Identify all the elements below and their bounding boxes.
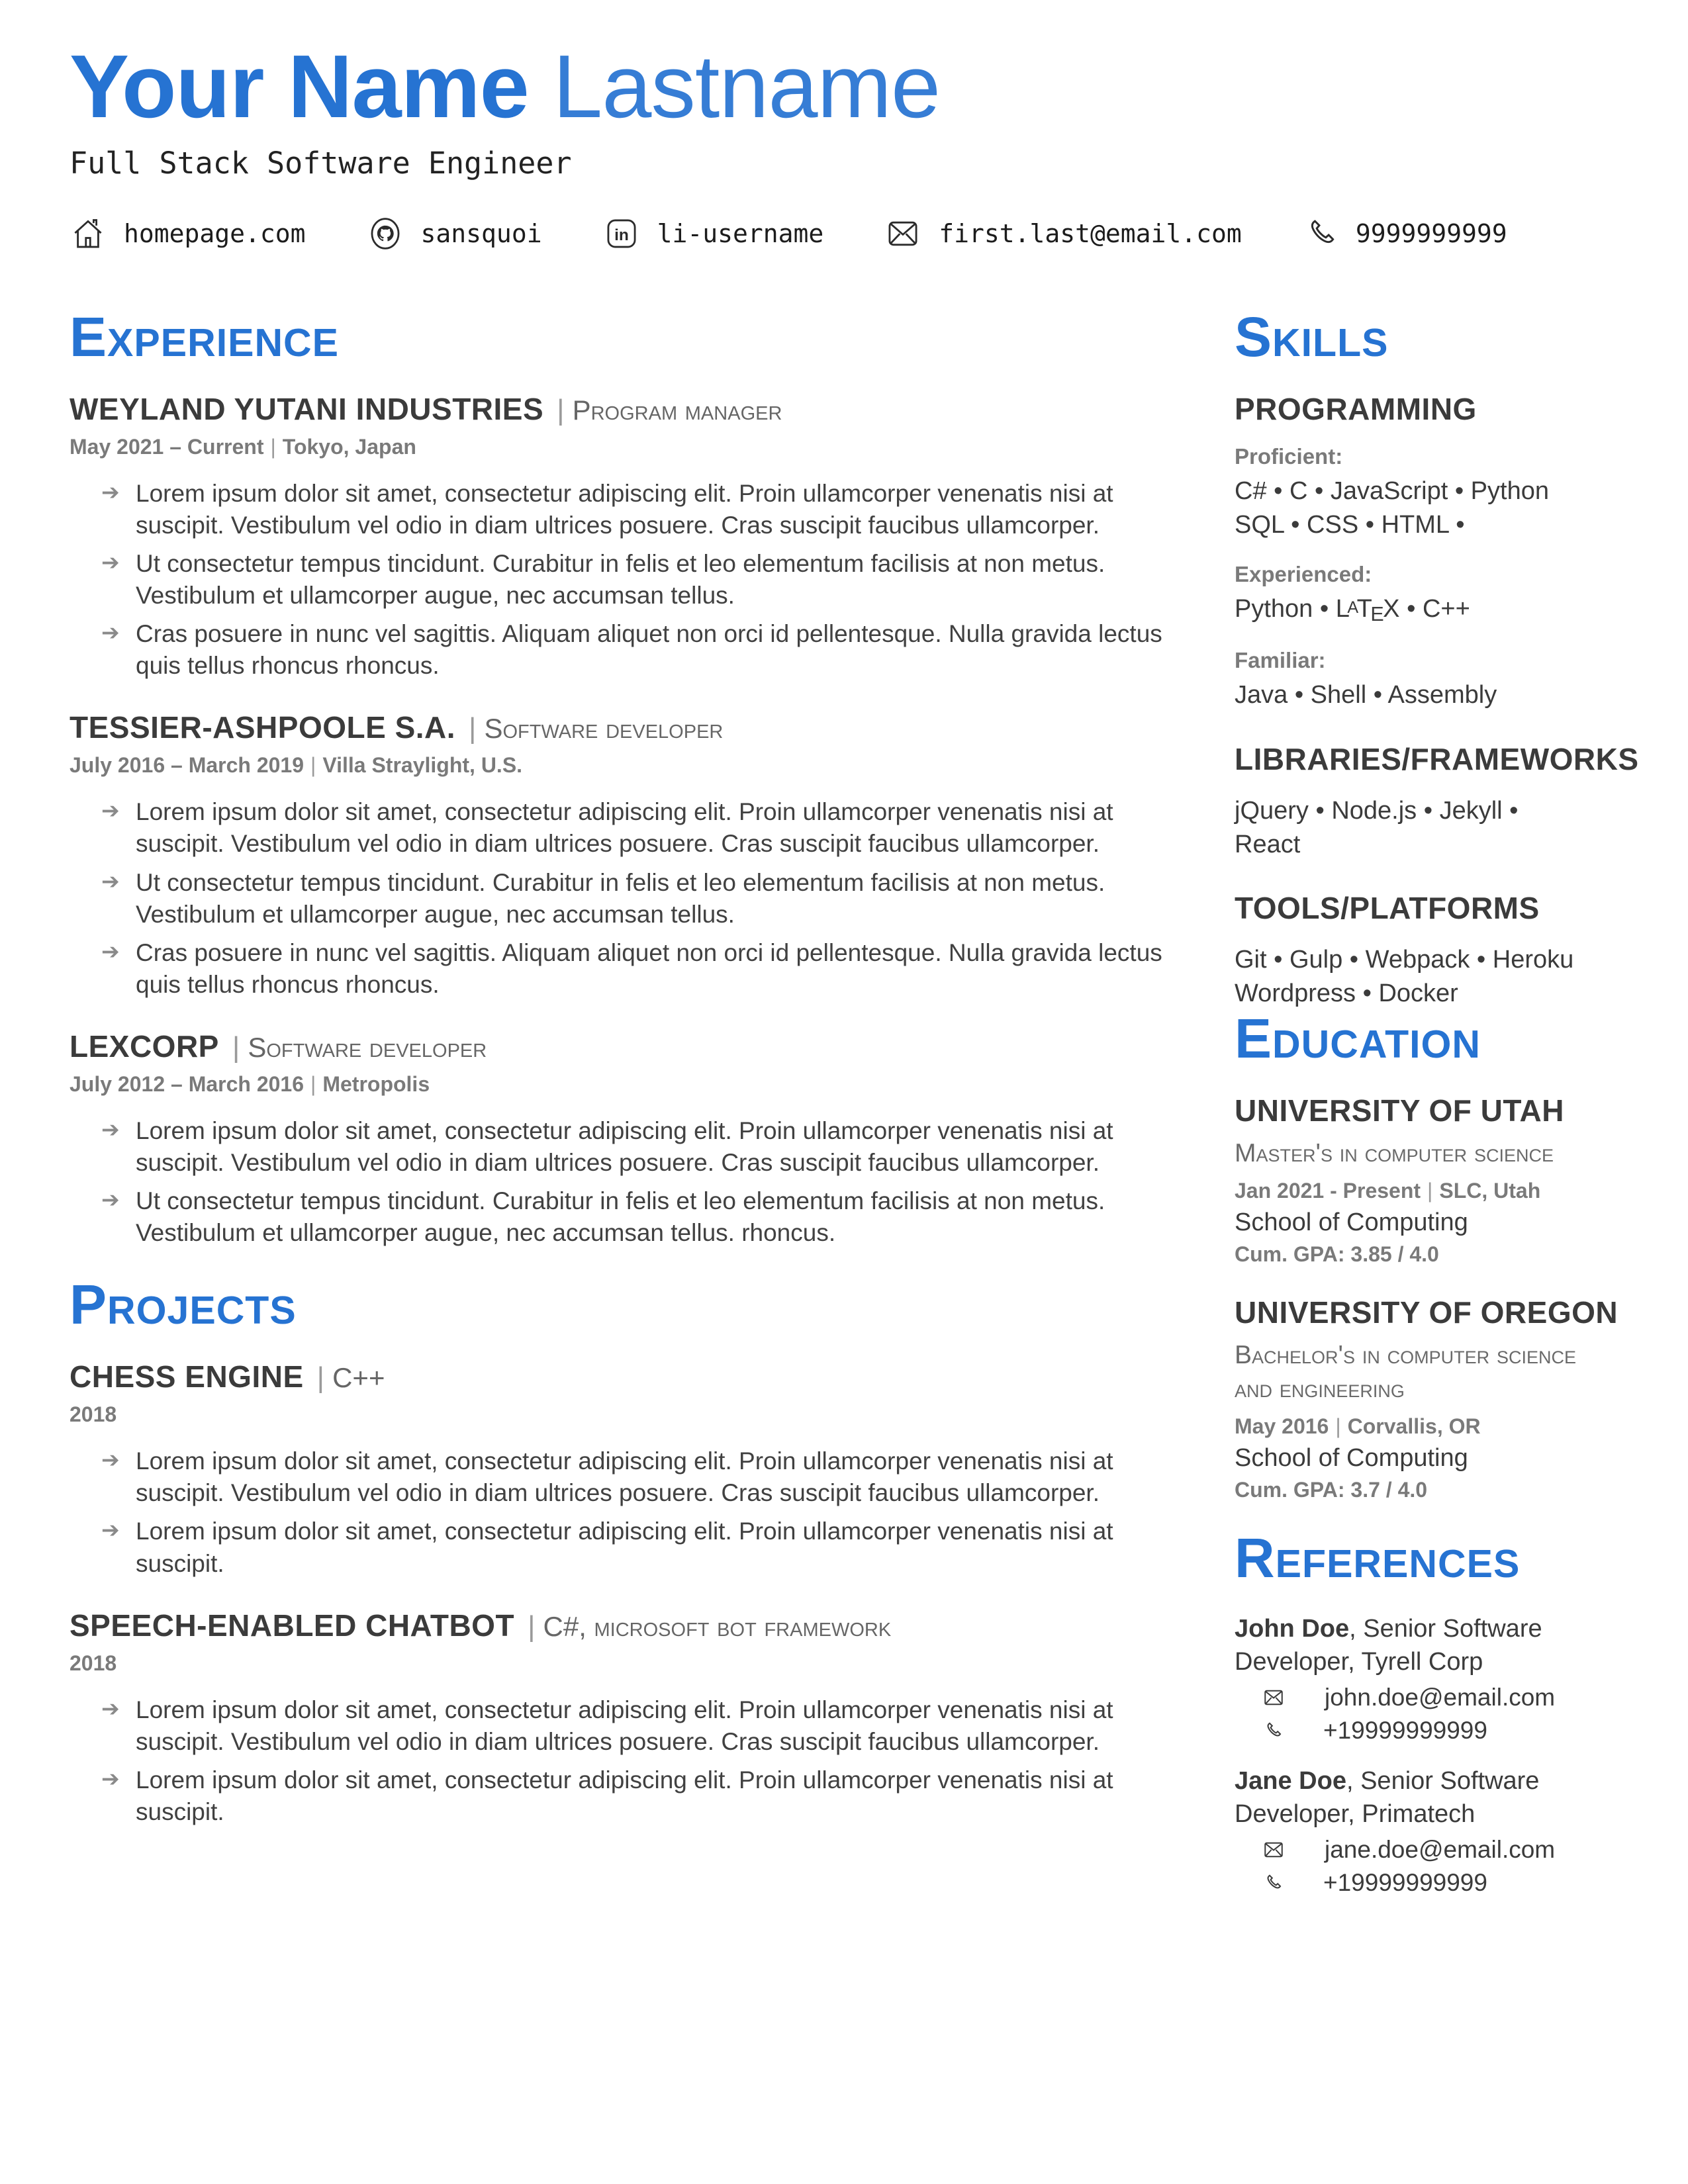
entry-meta (70, 1072, 1165, 1097)
contact-github[interactable] (367, 215, 542, 252)
separator: | (528, 1610, 536, 1643)
arrow-bullet-icon: ➔ (101, 1116, 120, 1142)
bullet-item (101, 1516, 1165, 1579)
project-tech: c#, microsoft bot framework (543, 1610, 892, 1642)
arrow-bullet-icon: ➔ (101, 619, 120, 646)
section-references (1235, 1526, 1618, 1897)
project-name: SPEECH-ENABLED CHATBOT (70, 1608, 515, 1643)
section-education (1235, 1007, 1618, 1502)
project-date: 2018 (70, 1402, 117, 1427)
gpa: Cum. GPA: 3.85 / 4.0 (1235, 1242, 1439, 1266)
education-location: Corvallis, OR (1347, 1414, 1481, 1438)
department: School of Computing (1235, 1443, 1468, 1472)
contact-text: li-username (657, 218, 824, 248)
bullet-text: Ut consectetur tempus tincidunt. Curabitur in felis et leo elementum facilisis at non metus. Vestibulum et ullamcorper augue, nec accumsan tellus. rhoncus. (136, 1187, 1105, 1247)
entry-dates: July 2012 – March 2016 (70, 1071, 305, 1096)
reference-detail: , Senior Software Developer, Primatech (1235, 1766, 1540, 1829)
bullet-item (101, 796, 1165, 860)
experience-entry (70, 391, 1165, 682)
github-icon (367, 215, 404, 252)
bullet-list (101, 1694, 1165, 1828)
bullet-text: Ut consectetur tempus tincidunt. Curabitur in felis et leo elementum facilisis at non metus. Vestibulum et ullamcorper augue, nec accumsan tellus. (136, 549, 1105, 610)
school-name: UNIVERSITY OF UTAH (1235, 1093, 1564, 1128)
education-dates: Jan 2021 - Present (1235, 1178, 1421, 1203)
skill-items (1235, 592, 1618, 628)
reference-name: John Doe (1235, 1614, 1350, 1643)
education-entry (1235, 1093, 1618, 1266)
contact-text: first.last@email.com (939, 218, 1242, 248)
separator: | (316, 1361, 325, 1394)
bullet-text: Lorem ipsum dolor sit amet, consectetur adipiscing elit. Proin ullamcorper venenatis nisi at suscipit. Vestibulum vel odio in diam ultrices posuere. Cras suscipit faucibus ullamcorper. (136, 1696, 1113, 1755)
bullet-text: Cras posuere in nunc vel sagittis. Aliquam aliquet non orci id pellentesque. Nulla gravida lectus quis tellus rhoncus rhoncus. (136, 620, 1162, 680)
reference-email[interactable] (1262, 1684, 1618, 1711)
arrow-bullet-icon: ➔ (101, 868, 120, 894)
company-name: LEXCORP (70, 1028, 219, 1064)
skills-group-libraries: LIBRARIES/FRAMEWORKS (1235, 741, 1639, 776)
contact-row (70, 215, 1618, 252)
bullet-item (101, 1185, 1165, 1249)
contact-text: homepage.com (124, 218, 306, 248)
section-skills (1235, 305, 1639, 1011)
skill-level (1235, 562, 1618, 628)
separator: | (310, 1071, 316, 1096)
skill-items: C# • C • JavaScript • Python (1235, 477, 1549, 505)
phone-icon (1303, 216, 1338, 251)
bullet-item (101, 1115, 1165, 1179)
education-dates: May 2016 (1235, 1414, 1329, 1438)
entry-meta (70, 1651, 1165, 1676)
bullet-list (101, 1115, 1165, 1249)
references-heading: References (1235, 1526, 1521, 1589)
skill-level-label: Experienced: (1235, 561, 1372, 586)
company-name: TESSIER-ASHPOOLE S.A. (70, 710, 456, 745)
bullet-text: Cras posuere in nunc vel sagittis. Aliquam aliquet non orci id pellentesque. Nulla gravida lectus quis tellus rhoncus rhoncus. (136, 938, 1162, 998)
skill-level-label: Proficient: (1235, 443, 1343, 469)
job-title: Full Stack Software Engineer (70, 145, 572, 181)
contact-text: sansquoi (420, 218, 542, 248)
bullet-item (101, 478, 1165, 541)
bullet-item (101, 618, 1165, 682)
position-title: software developer (484, 713, 724, 745)
entry-location: Tokyo, Japan (282, 434, 416, 459)
content-columns (70, 305, 1639, 1917)
separator: | (1335, 1414, 1341, 1438)
project-name: CHESS ENGINE (70, 1359, 304, 1394)
position-title: program manager (572, 394, 782, 426)
project-entry (70, 1359, 1165, 1579)
reference-phone[interactable] (1262, 1717, 1618, 1745)
separator: | (232, 1030, 240, 1064)
phone-icon (1262, 1720, 1284, 1741)
arrow-bullet-icon: ➔ (101, 1187, 120, 1213)
separator: | (270, 434, 276, 459)
last-name: Lastname (528, 36, 941, 136)
reference-phone[interactable] (1262, 1869, 1618, 1897)
entry-meta (70, 753, 1165, 778)
contact-linkedin[interactable] (603, 215, 824, 252)
skills-group-programming: PROGRAMMING (1235, 391, 1477, 426)
contact-text: 9999999999 (1355, 218, 1507, 248)
entry-meta (70, 1402, 1165, 1427)
home-icon (70, 215, 107, 252)
project-date: 2018 (70, 1651, 117, 1675)
header (70, 38, 1618, 252)
bullet-list (101, 796, 1165, 1001)
department: School of Computing (1235, 1208, 1468, 1236)
contact-email[interactable] (884, 215, 1242, 252)
separator: | (469, 712, 477, 745)
latex-logo: LATEX (1335, 594, 1400, 625)
arrow-bullet-icon: ➔ (101, 478, 120, 505)
bullet-list (101, 478, 1165, 682)
skill-items: Wordpress • Docker (1235, 979, 1458, 1008)
bullet-item (101, 548, 1165, 612)
contact-homepage[interactable] (70, 215, 306, 252)
bullet-text: Lorem ipsum dolor sit amet, consectetur adipiscing elit. Proin ullamcorper venenatis nisi at suscipit. Vestibulum vel odio in diam ultrices posuere. Cras suscipit faucibus ullamcorper. (136, 1116, 1113, 1177)
bullet-text: Lorem ipsum dolor sit amet, consectetur adipiscing elit. Proin ullamcorper venenatis nisi at suscipit. (136, 1518, 1113, 1577)
bullet-item (101, 1445, 1165, 1509)
svg-text:in: in (614, 226, 629, 244)
bullet-text: Lorem ipsum dolor sit amet, consectetur adipiscing elit. Proin ullamcorper venenatis nisi at suscipit. Vestibulum vel odio in diam ultrices posuere. Cras suscipit faucibus ullamcorper. (136, 798, 1113, 858)
arrow-bullet-icon: ➔ (101, 938, 120, 964)
arrow-bullet-icon: ➔ (101, 1517, 120, 1543)
bullet-item (101, 1764, 1165, 1828)
bullet-item (101, 867, 1165, 931)
entry-location: Villa Straylight, U.S. (322, 753, 523, 778)
skills-heading: Skills (1235, 305, 1389, 368)
skill-level (1235, 648, 1618, 712)
skill-items: React (1235, 830, 1301, 858)
reference-line (1235, 1764, 1618, 1831)
experience-heading: Experience (70, 305, 340, 368)
projects-heading: Projects (70, 1273, 297, 1336)
school-name: UNIVERSITY OF OREGON (1235, 1295, 1618, 1330)
experience-entry (70, 709, 1165, 1001)
full-name (70, 38, 1618, 135)
skill-items: SQL • CSS • HTML • (1235, 510, 1465, 539)
separator: | (557, 393, 565, 426)
arrow-bullet-icon: ➔ (101, 797, 120, 824)
skill-items: jQuery • Node.js • Jekyll • (1235, 796, 1519, 825)
education-entry (1235, 1295, 1618, 1502)
section-projects (70, 1273, 1165, 1828)
bullet-item (101, 937, 1165, 1001)
reference-name: Jane Doe (1235, 1766, 1346, 1795)
right-column (1235, 305, 1639, 1917)
bullet-list (101, 1445, 1165, 1579)
linkedin-icon (603, 215, 640, 252)
entry-meta (70, 435, 1165, 459)
reference-line (1235, 1612, 1618, 1678)
arrow-bullet-icon: ➔ (101, 549, 120, 575)
entry-dates: July 2016 – March 2019 (70, 753, 305, 778)
skill-level-label: Familiar: (1235, 647, 1326, 672)
gpa: Cum. GPA: 3.7 / 4.0 (1235, 1477, 1428, 1502)
position-title: software developer (248, 1031, 487, 1063)
bullet-text: Lorem ipsum dolor sit amet, consectetur adipiscing elit. Proin ullamcorper venenatis nisi at suscipit. (136, 1766, 1113, 1825)
bullet-text: Ut consectetur tempus tincidunt. Curabitur in felis et leo elementum facilisis at non metus. Vestibulum et ullamcorper augue, nec accumsan tellus. (136, 868, 1105, 928)
arrow-bullet-icon: ➔ (101, 1765, 120, 1792)
skill-items: Git • Gulp • Webpack • Heroku (1235, 946, 1574, 974)
education-meta (1235, 1179, 1618, 1203)
bullet-item (101, 1694, 1165, 1758)
email-icon (884, 215, 921, 252)
bullet-text: Lorem ipsum dolor sit amet, consectetur adipiscing elit. Proin ullamcorper venenatis nisi at suscipit. Vestibulum vel odio in diam ultrices posuere. Cras suscipit faucibus ullamcorper. (136, 479, 1113, 539)
arrow-bullet-icon: ➔ (101, 1447, 120, 1473)
degree: Bachelor's in computer science and engineering (1235, 1340, 1577, 1404)
experience-entry (70, 1028, 1165, 1249)
education-location: SLC, Utah (1439, 1178, 1541, 1203)
education-heading: Education (1235, 1007, 1481, 1070)
project-entry (70, 1608, 1165, 1828)
first-name: Your Name (70, 36, 529, 136)
reference-email-text: john.doe@email.com (1325, 1683, 1556, 1711)
reference-entry (1235, 1764, 1618, 1897)
arrow-bullet-icon: ➔ (101, 1695, 120, 1721)
reference-email[interactable] (1262, 1836, 1618, 1864)
email-icon (1262, 1839, 1285, 1861)
skill-items-suffix: • C++ (1399, 594, 1470, 623)
reference-detail: , Senior Software Developer, Tyrell Corp (1235, 1614, 1542, 1676)
reference-phone-text: +19999999999 (1323, 1869, 1487, 1897)
skills-group-tools: TOOLS/PLATFORMS (1235, 891, 1540, 926)
reference-phone-text: +19999999999 (1323, 1716, 1487, 1744)
reference-entry (1235, 1612, 1618, 1745)
entry-dates: May 2021 – Current (70, 434, 264, 459)
section-experience (70, 305, 1165, 1250)
entry-location: Metropolis (322, 1071, 430, 1096)
skill-items: Java • Shell • Assembly (1235, 680, 1497, 709)
skill-level (1235, 444, 1618, 542)
education-meta (1235, 1414, 1618, 1439)
email-icon (1262, 1686, 1285, 1709)
project-tech: c++ (332, 1362, 385, 1394)
separator: | (1427, 1178, 1433, 1203)
left-column (70, 305, 1165, 1917)
phone-icon (1262, 1872, 1284, 1893)
company-name: WEYLAND YUTANI INDUSTRIES (70, 391, 544, 426)
separator: | (310, 753, 316, 778)
skill-items-prefix: Python • (1235, 594, 1336, 623)
reference-email-text: jane.doe@email.com (1325, 1836, 1556, 1864)
degree: Master's in computer science (1235, 1139, 1554, 1168)
contact-phone[interactable] (1303, 216, 1507, 251)
bullet-text: Lorem ipsum dolor sit amet, consectetur adipiscing elit. Proin ullamcorper venenatis nisi at suscipit. Vestibulum vel odio in diam ultrices posuere. Cras suscipit faucibus ullamcorper. (136, 1447, 1113, 1507)
